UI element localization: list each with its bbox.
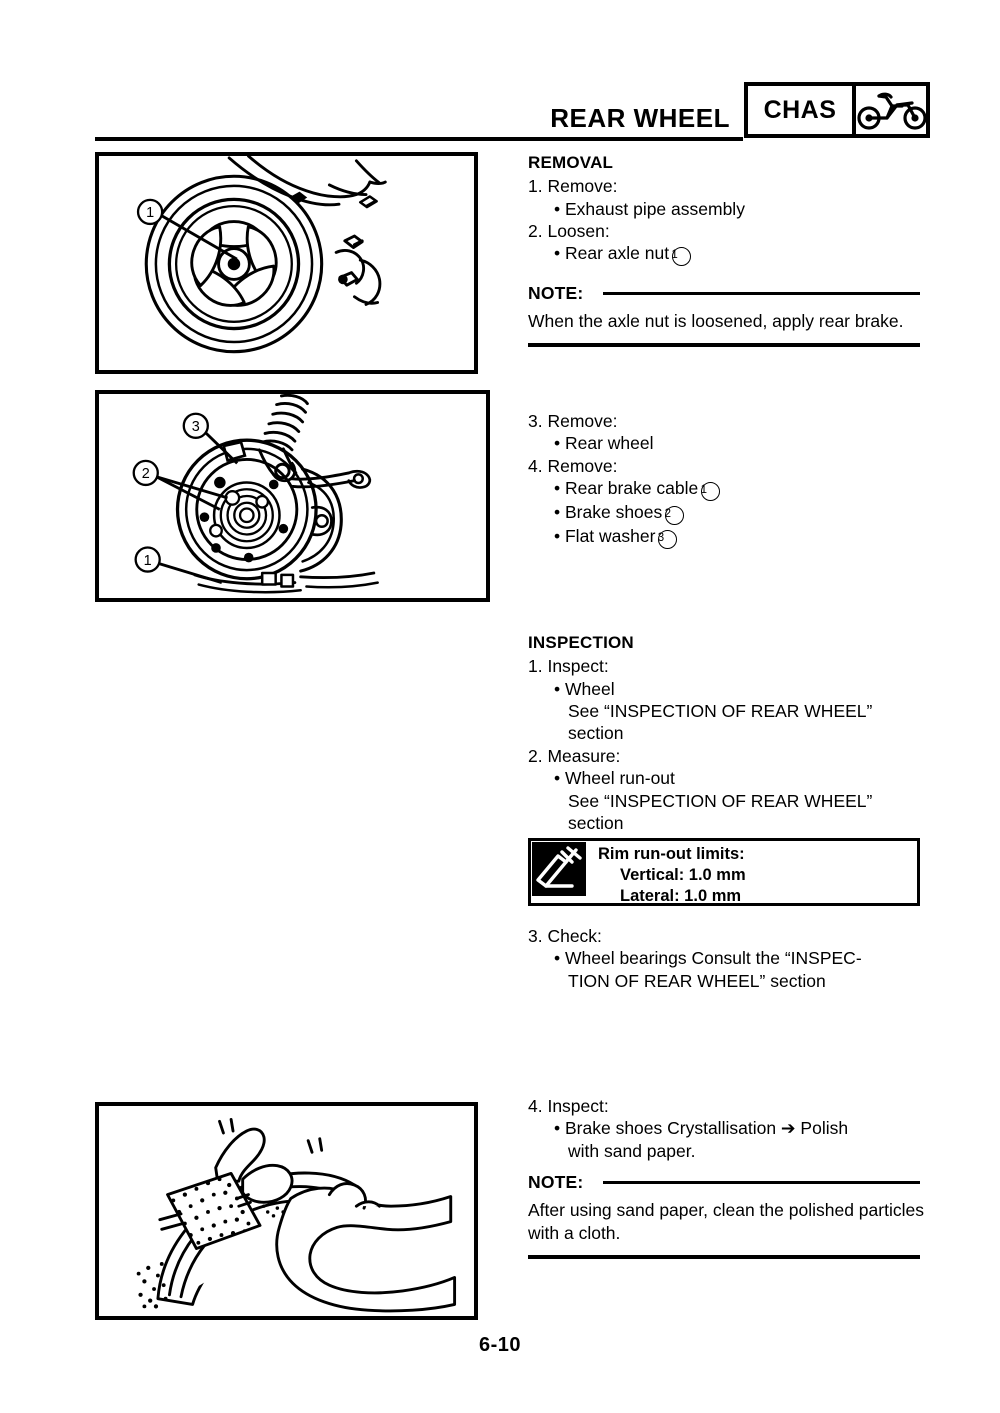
removal-step-3-item: • Rear wheel	[554, 433, 654, 454]
spec-lateral-limit: Lateral: 1.0 mm	[620, 886, 742, 905]
note-closing-rule	[528, 343, 920, 347]
spec-title: Rim run-out limits:	[598, 845, 745, 863]
note-rule	[603, 1181, 920, 1184]
removal-section	[528, 152, 928, 266]
callout-ref-1: 1	[672, 247, 691, 266]
removal-steps-3-4	[528, 410, 928, 549]
page-title: REAR WHEEL	[550, 103, 730, 133]
removal-step-1-item: • Exhaust pipe assembly	[554, 198, 745, 219]
svg-text:3: 3	[191, 419, 200, 436]
note-label: NOTE:	[528, 1172, 584, 1192]
note-heading	[528, 283, 928, 304]
inspection-step-2: 2. Measure:	[528, 745, 621, 766]
rear-wheel-illustration	[95, 152, 478, 374]
chapter-badge	[744, 82, 930, 138]
removal-step-4: 4. Remove:	[528, 455, 618, 476]
inspection-step-4: 4. Inspect:	[528, 1096, 609, 1116]
inspection-step-2-item: • Wheel run-out	[554, 768, 675, 789]
brake-shoe-sanding-illustration	[95, 1102, 478, 1320]
removal-heading: REMOVAL	[528, 153, 614, 172]
brake-hub-illustration	[95, 390, 490, 602]
removal-note	[528, 283, 928, 347]
note-label: NOTE:	[528, 283, 584, 303]
chapter-badge-label: CHAS	[748, 86, 856, 134]
spec-vertical-limit: Vertical: 1.0 mm	[620, 865, 746, 884]
removal-step-4-item-2	[528, 501, 928, 525]
inspection-step-2-ref-line-2: section	[568, 812, 624, 833]
inspection-step-2-ref-line-1: See “INSPECTION OF REAR WHEEL”	[568, 790, 873, 811]
note-body: When the axle nut is loosened, apply rear brake.	[528, 311, 904, 331]
removal-step-4-item-3-text: • Flat washer	[554, 526, 656, 547]
svg-text:2: 2	[141, 466, 150, 483]
removal-step-4-item-2-text: • Brake shoes	[554, 502, 663, 523]
svg-text:1: 1	[143, 552, 152, 569]
removal-step-4-item-1	[528, 477, 928, 501]
page-header	[0, 0, 1000, 145]
inspection-section	[528, 632, 928, 834]
inspection-step-1-ref-line-2: section	[568, 723, 624, 744]
motorcycle-icon	[856, 86, 928, 134]
removal-step-2-item-text: • Rear axle nut	[554, 243, 670, 264]
callout-ref-2: 2	[665, 506, 684, 525]
removal-step-2-item	[528, 242, 928, 266]
measuring-tool-icon	[532, 842, 586, 896]
svg-text:1: 1	[146, 205, 155, 222]
inspection-step-4-item-line-1: • Brake shoes Crystallisation ➔ Polish	[554, 1118, 849, 1139]
note-heading	[528, 1172, 928, 1193]
page-number: 6-10	[478, 1334, 522, 1356]
inspection-step-4-item-line-2: with sand paper.	[568, 1140, 696, 1161]
header-rule	[95, 137, 743, 141]
inspection-note	[528, 1172, 928, 1259]
inspection-step-3-item-line-2: TION OF REAR WHEEL” section	[568, 970, 826, 991]
inspection-step-4-block	[528, 1095, 928, 1162]
rim-runout-spec-box	[528, 838, 920, 906]
note-body: After using sand paper, clean the polished particles with a cloth.	[528, 1200, 924, 1243]
inspection-heading: INSPECTION	[528, 633, 634, 652]
note-rule	[603, 292, 920, 295]
removal-step-4-item-3	[528, 525, 928, 549]
removal-step-2: 2. Loosen:	[528, 221, 610, 242]
inspection-step-3-item-line-1: • Wheel bearings Consult the “INSPEC-	[554, 948, 862, 969]
removal-step-3: 3. Remove:	[528, 411, 618, 431]
inspection-step-3: 3. Check:	[528, 926, 602, 946]
inspection-step-1-item: • Wheel	[554, 678, 615, 699]
removal-step-1: 1. Remove:	[528, 176, 618, 197]
inspection-step-1: 1. Inspect:	[528, 656, 609, 677]
spec-text-block	[586, 841, 746, 903]
inspection-step-3-block	[528, 925, 928, 992]
callout-ref-3: 3	[658, 530, 677, 549]
callout-ref-1: 1	[701, 482, 720, 501]
removal-step-4-item-1-text: • Rear brake cable	[554, 478, 699, 499]
note-closing-rule	[528, 1255, 920, 1259]
inspection-step-1-ref-line-1: See “INSPECTION OF REAR WHEEL”	[568, 701, 873, 722]
